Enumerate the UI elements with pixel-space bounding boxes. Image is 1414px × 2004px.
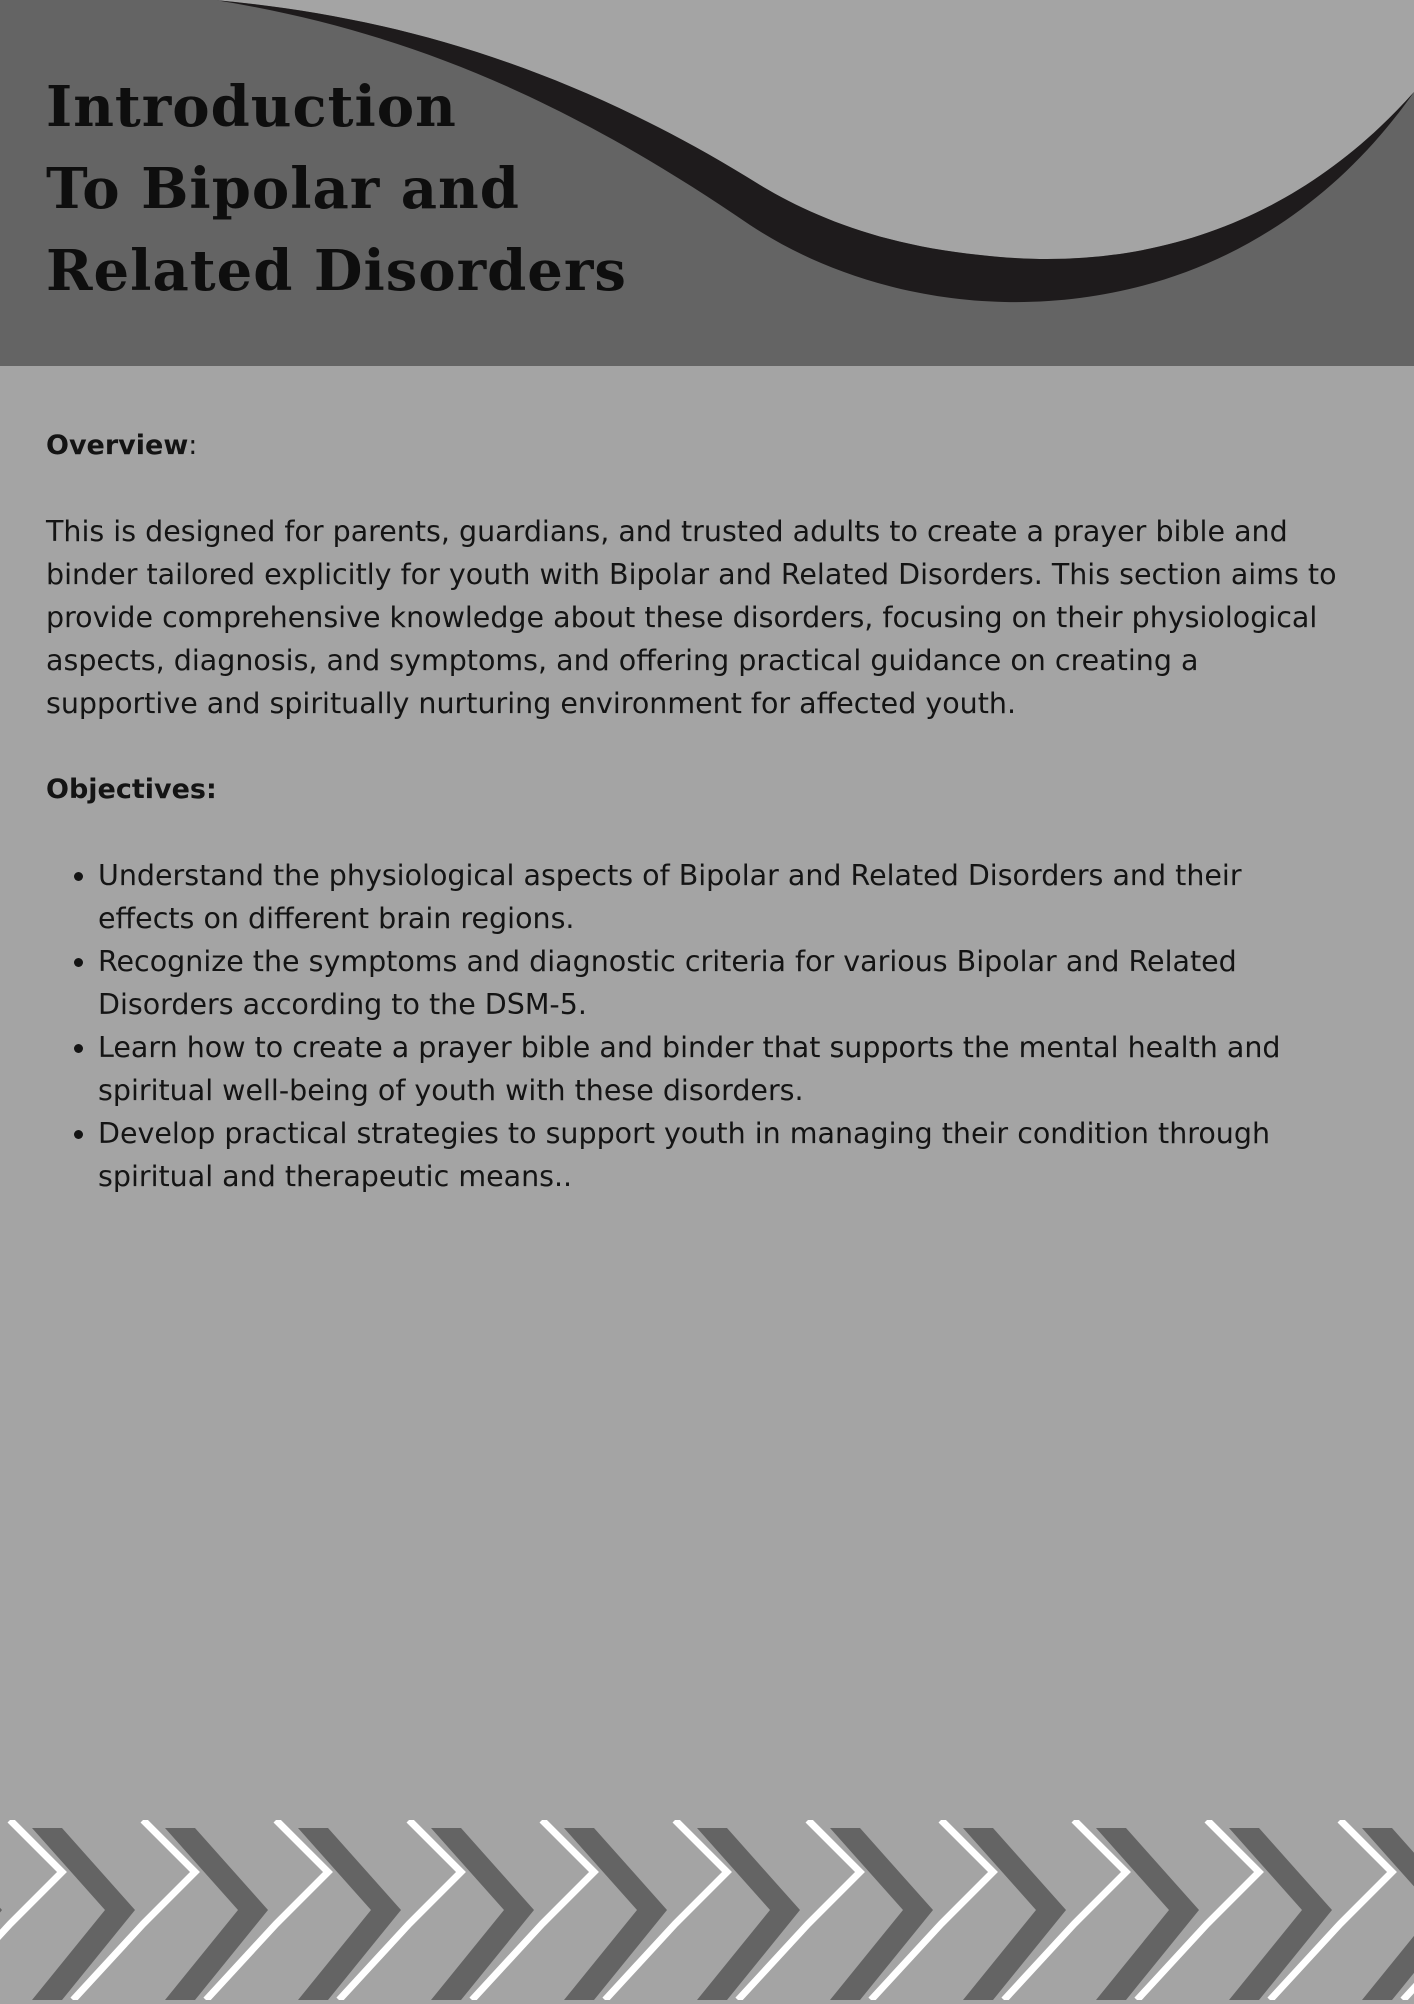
title-line-2: To Bipolar and [46, 156, 520, 222]
title-line-3: Related Disorders [46, 238, 627, 304]
list-item: • Understand the physiological aspects of Bipolar and Related Disorders and their effects on different brain regions. [98, 854, 1346, 940]
overview-colon: : [188, 430, 198, 461]
title-line-1: Introduction [46, 74, 457, 140]
overview-paragraph: This is designed for parents, guardians, and trusted adults to create a prayer bible and binder tailored explicitly for youth with Bipolar and Related Disorders. This section aims to provide comprehensive knowledge about these disorders, focusing on their physiological aspects, diagnosis, and symptoms, and offering practical guidance on creating a supportive and spiritually nurturing environment for affected youth. [46, 515, 1337, 720]
list-item: • Learn how to create a prayer bible and binder that supports the mental health and spiritual well-being of youth with these disorders. [98, 1026, 1346, 1112]
overview-label: Overview [46, 430, 189, 461]
overview-heading [46, 424, 1346, 467]
main-content [46, 424, 1346, 1198]
chevron-shape [0, 1828, 2, 2000]
objectives-heading: Objectives: [46, 774, 217, 805]
objectives-list [46, 854, 1346, 1198]
list-item: • Develop practical strategies to support youth in managing their condition through spiritual and therapeutic means.. [98, 1112, 1346, 1198]
chevron-pattern [0, 1820, 1414, 2000]
page-title [46, 66, 627, 312]
list-item: • Recognize the symptoms and diagnostic criteria for various Bipolar and Related Disorders according to the DSM-5. [98, 940, 1346, 1026]
footer-chevron-border [0, 1820, 1414, 2000]
header-banner [0, 0, 1414, 366]
